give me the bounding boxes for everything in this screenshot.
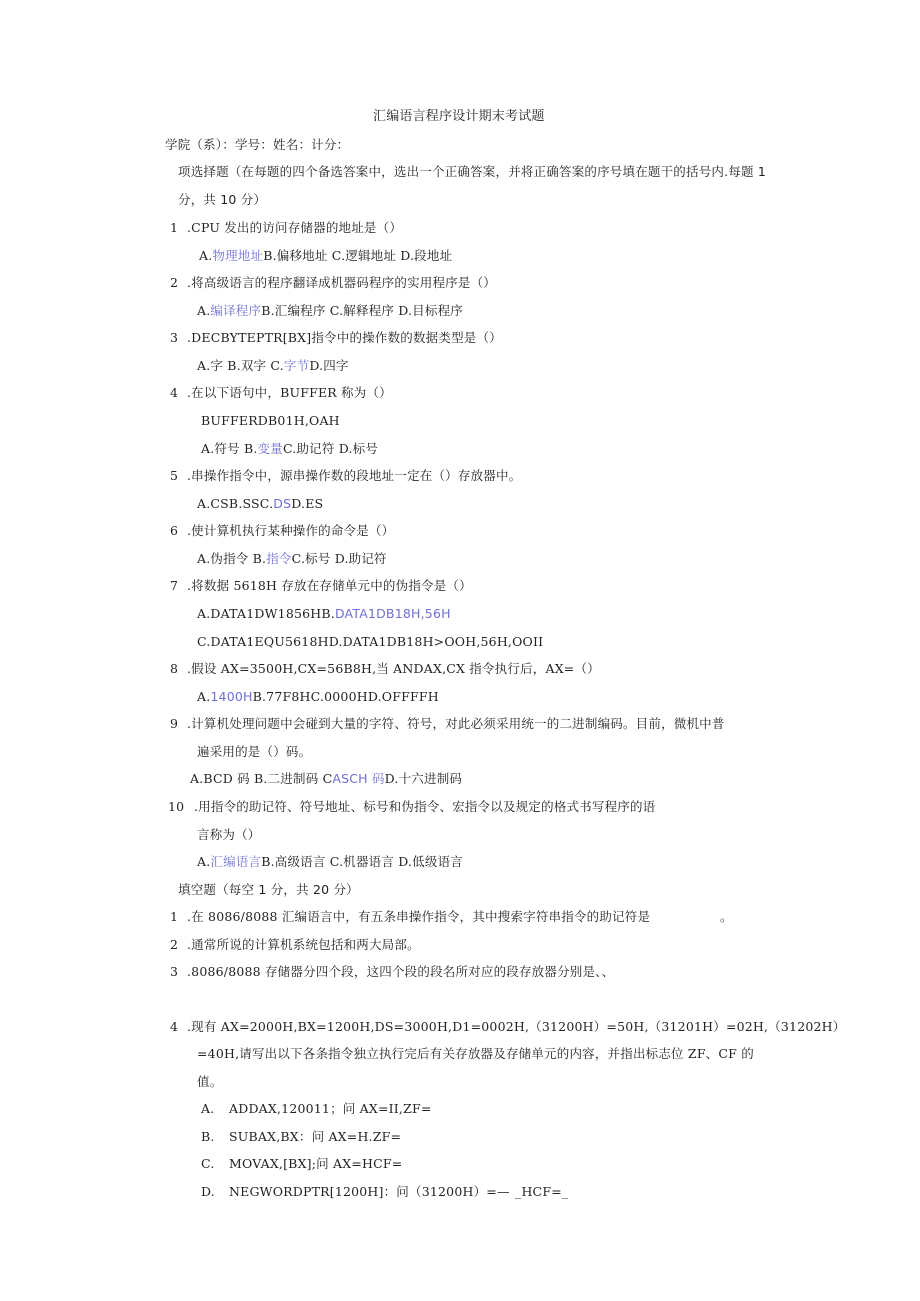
question-number: 2 bbox=[170, 937, 179, 952]
question-number: 7 bbox=[170, 578, 179, 593]
question-text: .通常所说的计算机系统包括和两大局部。 bbox=[187, 937, 420, 952]
question-options: A.CSB.SSC.DSD.ES bbox=[197, 496, 324, 511]
question-options-cont: C.DATA1EQU5618HD.DATA1DB18H>OOH,56H,OOII bbox=[197, 634, 544, 649]
answer-highlight: 变量 bbox=[257, 441, 283, 456]
question-number: 1 bbox=[170, 909, 179, 924]
sub-item-text: NEGWORDPTR[1200H]：问（31200H）=— bbox=[229, 1184, 510, 1199]
sub-item-label: C. bbox=[201, 1156, 215, 1171]
question-number: 4 bbox=[170, 385, 179, 400]
question-number: 3 bbox=[170, 330, 179, 345]
section1-heading-cont: 分，共 10 分） bbox=[178, 192, 267, 207]
question-text: .在 8086/8088 汇编语言中，有五条串操作指令，其中搜索字符串指令的助记符是 bbox=[187, 909, 651, 924]
header-info-line: 学院（系）：学号：姓名：计分： bbox=[165, 137, 350, 152]
question-options: A.字 B.双字 C.字节D.四字 bbox=[197, 358, 349, 373]
question-number: 9 bbox=[170, 716, 179, 731]
answer-highlight: 编译程序 bbox=[210, 303, 262, 318]
page-title: 汇编语言程序设计期末考试题 bbox=[373, 109, 545, 124]
question-text: .在以下语句中，BUFFER 称为（） bbox=[187, 385, 392, 400]
question-text: .计算机处理问题中会碰到大量的字符、符号，对此必须采用统一的二进制编码。目前，微机中普 bbox=[187, 716, 725, 731]
sub-item-label: D. bbox=[201, 1184, 215, 1199]
section1-heading: 项选择题（在每题的四个备选答案中，选出一个正确答案，并将正确答案的序号填在题干的括号内.每题 1 bbox=[178, 164, 767, 179]
section2-heading: 填空题（每空 1 分，共 20 分） bbox=[178, 882, 359, 897]
sub-item-tail: _HCF=_ bbox=[515, 1184, 569, 1199]
answer-highlight: ASCH 码 bbox=[332, 771, 385, 786]
answer-highlight: 指令 bbox=[266, 551, 292, 566]
question-text-cont: =40H,请写出以下各条指令独立执行完后有关存放器及存储单元的内容，并指出标志位 ZF、CF 的 bbox=[197, 1046, 754, 1061]
sub-item-text: SUBAX,BX：问 AX=H.ZF= bbox=[229, 1129, 402, 1144]
question-text: .现有 AX=2000H,BX=1200H,DS=3000H,D1=0002H,（31200H）=50H,（31201H）=02H,（31202H） bbox=[187, 1019, 846, 1034]
code-line: BUFFERDB01H,OAH bbox=[201, 413, 340, 428]
question-text: .CPU 发出的访问存储器的地址是（） bbox=[187, 220, 403, 235]
question-text: .用指令的助记符、符号地址、标号和伪指令、宏指令以及规定的格式书写程序的语 bbox=[194, 799, 656, 814]
question-options: A.物理地址B.偏移地址 C.逻辑地址 D.段地址 bbox=[199, 248, 453, 263]
question-options: A.1400HB.77F8HC.0000HD.OFFFFH bbox=[197, 689, 439, 704]
question-options: A.符号 B.变量C.助记符 D.标号 bbox=[201, 441, 379, 456]
question-number: 1 bbox=[170, 220, 179, 235]
answer-highlight: DATA1DB18H,56H bbox=[334, 606, 451, 621]
answer-highlight: 1400H bbox=[210, 689, 253, 704]
sub-item-label: B. bbox=[201, 1129, 215, 1144]
sub-item-text: ADDAX,120011；问 AX=II,ZF= bbox=[229, 1101, 432, 1116]
question-number: 4 bbox=[170, 1019, 179, 1034]
question-number: 6 bbox=[170, 523, 179, 538]
question-options: A.BCD 码 B.二进制码 CASCH 码D.十六进制码 bbox=[190, 771, 463, 786]
question-number: 8 bbox=[170, 661, 179, 676]
question-number: 10 bbox=[168, 799, 185, 814]
question-options: A.汇编语言B.高级语言 C.机器语言 D.低级语言 bbox=[197, 854, 463, 869]
sub-item-text: MOVAX,[BX];问 AX=HCF= bbox=[229, 1156, 403, 1171]
answer-highlight: 字节 bbox=[283, 358, 310, 373]
question-text: .假设 AX=3500H,CX=56B8H,当 ANDAX,CX 指令执行后，AX=（） bbox=[187, 661, 600, 676]
question-number: 2 bbox=[170, 275, 179, 290]
question-text: .将数据 5618H 存放在存储单元中的伪指令是（） bbox=[187, 578, 472, 593]
answer-highlight: 物理地址 bbox=[212, 248, 264, 263]
question-text: .串操作指令中，源串操作数的段地址一定在（）存放器中。 bbox=[187, 468, 522, 483]
question-text: .使计算机执行某种操作的命令是（） bbox=[187, 523, 395, 538]
question-text-cont: 遍采用的是（）码。 bbox=[197, 744, 312, 759]
question-options: A.编译程序B.汇编程序 C.解释程序 D.目标程序 bbox=[197, 303, 463, 318]
question-number: 3 bbox=[170, 964, 179, 979]
question-text-tail: 。 bbox=[720, 909, 733, 924]
answer-highlight: 汇编语言 bbox=[210, 854, 262, 869]
question-text: .8086/8088 存储器分四个段，这四个段的段名所对应的段存放器分别是、、 bbox=[187, 964, 615, 979]
question-options: A.DATA1DW1856HB.DATA1DB18H,56H bbox=[197, 606, 451, 621]
question-text-cont: 言称为（） bbox=[197, 827, 261, 842]
question-text: .将高级语言的程序翻译成机器码程序的实用程序是（） bbox=[187, 275, 496, 290]
sub-item-label: A. bbox=[201, 1101, 215, 1116]
question-text: .DECBYTEPTR[BX]指令中的操作数的数据类型是（） bbox=[187, 330, 502, 345]
question-text-cont: 值。 bbox=[197, 1074, 223, 1089]
question-number: 5 bbox=[170, 468, 179, 483]
question-options: A.伪指令 B.指令C.标号 D.助记符 bbox=[197, 551, 387, 566]
answer-highlight: DS bbox=[273, 496, 292, 511]
